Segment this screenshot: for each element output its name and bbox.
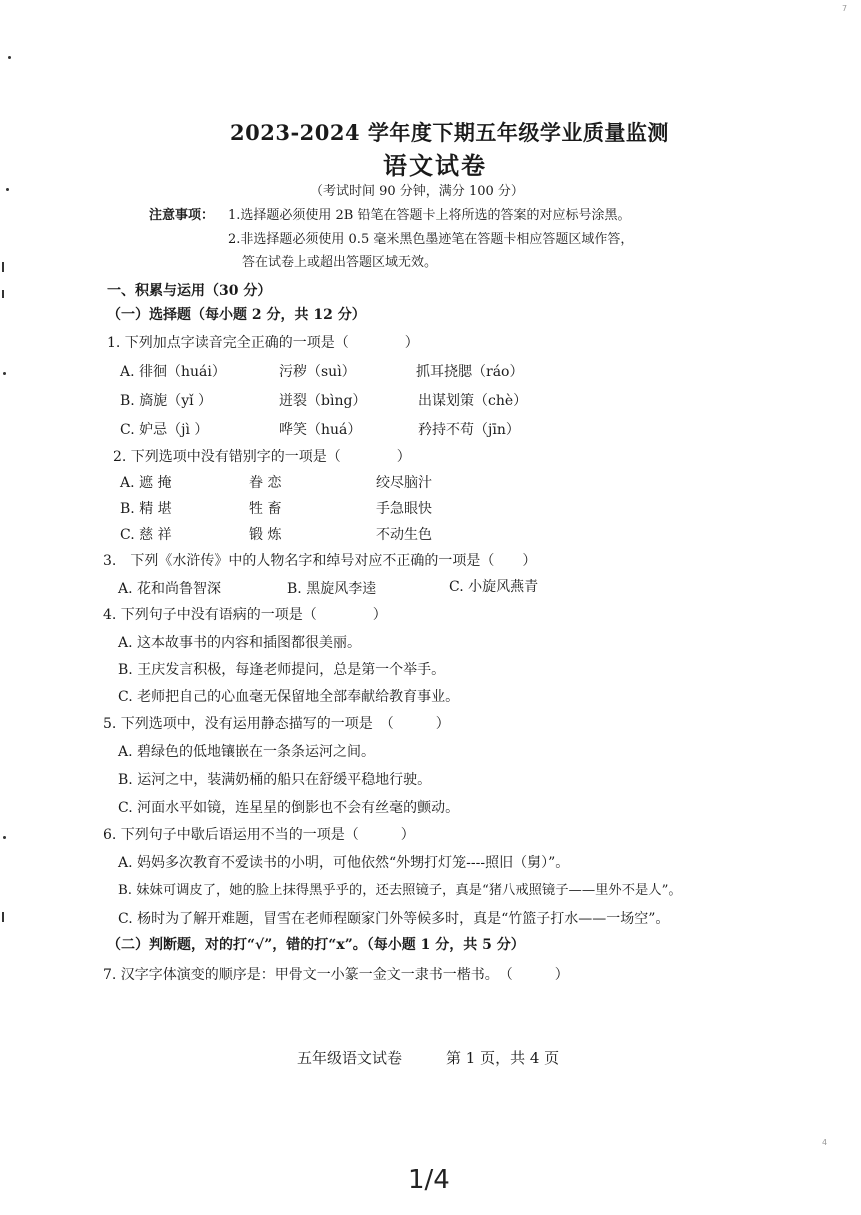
scan-speck [8, 56, 11, 59]
q5-stem: 5. 下列选项中，没有运用静态描写的一项是 （ ） [103, 716, 450, 732]
q6-option-b: B. 妹妹可调皮了，她的脸上抹得黑乎乎的，还去照镜子，真是“猪八戒照镜子——里外不是人”。 [118, 883, 682, 898]
q4-stem: 4. 下列句子中没有语病的一项是（ ） [103, 607, 387, 623]
q6-stem: 6. 下列句子中歇后语运用不当的一项是（ ） [103, 827, 415, 843]
note-1: 1.选择题必须使用 2B 铅笔在答题卡上将所选的答案的对应标号涂黑。 [228, 208, 631, 223]
q1-option-b: B. 旖旎（yǐ ） [120, 393, 213, 409]
q3-option-c: C. 小旋风燕青 [449, 579, 539, 595]
scan-speck [6, 188, 9, 191]
q2-option-b: 手急眼快 [376, 501, 432, 517]
section-heading: 一、积累与运用（30 分） [107, 283, 272, 299]
q5-option-b: B. 运河之中，装满奶桶的船只在舒缓平稳地行驶。 [118, 772, 432, 788]
scan-speck [2, 290, 4, 298]
q1-stem: 1. 下列加点字读音完全正确的一项是（ ） [107, 335, 419, 351]
part-2-heading: （二）判断题，对的打“√”，错的打“x”。（每小题 1 分，共 5 分） [107, 937, 525, 953]
exam-subject: 语文试卷 [383, 151, 487, 180]
q1-option-a: 污秽（suì） [279, 364, 356, 380]
scan-speck [2, 262, 4, 272]
q3-option-a: A. 花和尚鲁智深 [118, 581, 222, 597]
q2-option-a: 眷 恋 [249, 475, 282, 491]
exam-title: 2023-2024 学年度下期五年级学业质量监测 [230, 120, 669, 145]
footer-paper-name: 五年级语文试卷 [297, 1049, 403, 1067]
q2-option-c: 锻 炼 [249, 527, 282, 543]
q3-stem: 3. 下列《水浒传》中的人物名字和绰号对应不正确的一项是（ ） [103, 553, 537, 569]
page-indicator: 1/4 [408, 1165, 450, 1195]
q2-option-c: 不动生色 [376, 527, 432, 543]
q1-option-c: 哗笑（huá） [279, 422, 362, 438]
scan-speck [3, 836, 6, 839]
q1-option-a: 抓耳挠腮（ráo） [416, 364, 524, 380]
q2-stem: 2. 下列选项中没有错别字的一项是（ ） [113, 449, 411, 465]
scan-speck [2, 912, 4, 922]
scan-mark-top-right: 7 [842, 4, 848, 13]
note-2a: 2.非选择题必须使用 0.5 毫米黑色墨迹笔在答题卡相应答题区域作答， [228, 232, 634, 247]
q6-option-c: C. 杨时为了解开难题，冒雪在老师程颐家门外等候多时，真是“竹篮子打水——一场空”。 [118, 911, 670, 927]
q1-option-c: C. 妒忌（jì ） [120, 422, 209, 438]
note-2b: 答在试卷上或超出答题区域无效。 [242, 255, 438, 270]
q2-option-a: A. 遮 掩 [120, 475, 172, 491]
q1-option-b: 迸裂（bìng） [279, 393, 367, 409]
exam-time-info: （考试时间 90 分钟，满分 100 分） [310, 184, 524, 199]
q2-option-b: B. 精 堪 [120, 501, 172, 517]
q5-option-a: A. 碧绿色的低地镶嵌在一条条运河之间。 [118, 744, 376, 760]
q2-option-b: 牲 畜 [249, 501, 282, 517]
notes-label: 注意事项： [149, 208, 215, 223]
part-1-heading: （一）选择题（每小题 2 分，共 12 分） [107, 307, 366, 323]
q4-option-c: C. 老师把自己的心血毫无保留地全部奉献给教育事业。 [118, 689, 460, 705]
scan-speck [3, 372, 6, 375]
q2-option-c: C. 慈 祥 [120, 527, 172, 543]
q1-option-b: 出谋划策（chè） [418, 393, 528, 409]
q5-option-c: C. 河面水平如镜，连星星的倒影也不会有丝毫的颤动。 [118, 800, 460, 816]
scan-mark-bottom-right: 4 [822, 1138, 828, 1147]
q4-option-b: B. 王庆发言积极，每逢老师提问，总是第一个举手。 [118, 662, 446, 678]
q1-option-a: A. 徘徊（huái） [120, 364, 226, 380]
q1-option-c: 矜持不苟（jīn） [418, 422, 520, 438]
footer-page-info: 第 1 页，共 4 页 [446, 1049, 560, 1067]
q3-option-b: B. 黑旋风李逵 [287, 581, 377, 597]
q4-option-a: A. 这本故事书的内容和插图都很美丽。 [118, 635, 362, 651]
q2-option-a: 绞尽脑汁 [376, 475, 432, 491]
q7-stem: 7. 汉字字体演变的顺序是：甲骨文一小篆一金文一隶书一楷书。 （ ） [103, 967, 569, 983]
q6-option-a: A. 妈妈多次教育不爱读书的小明，可他依然“外甥打灯笼----照旧（舅）”。 [118, 855, 570, 871]
